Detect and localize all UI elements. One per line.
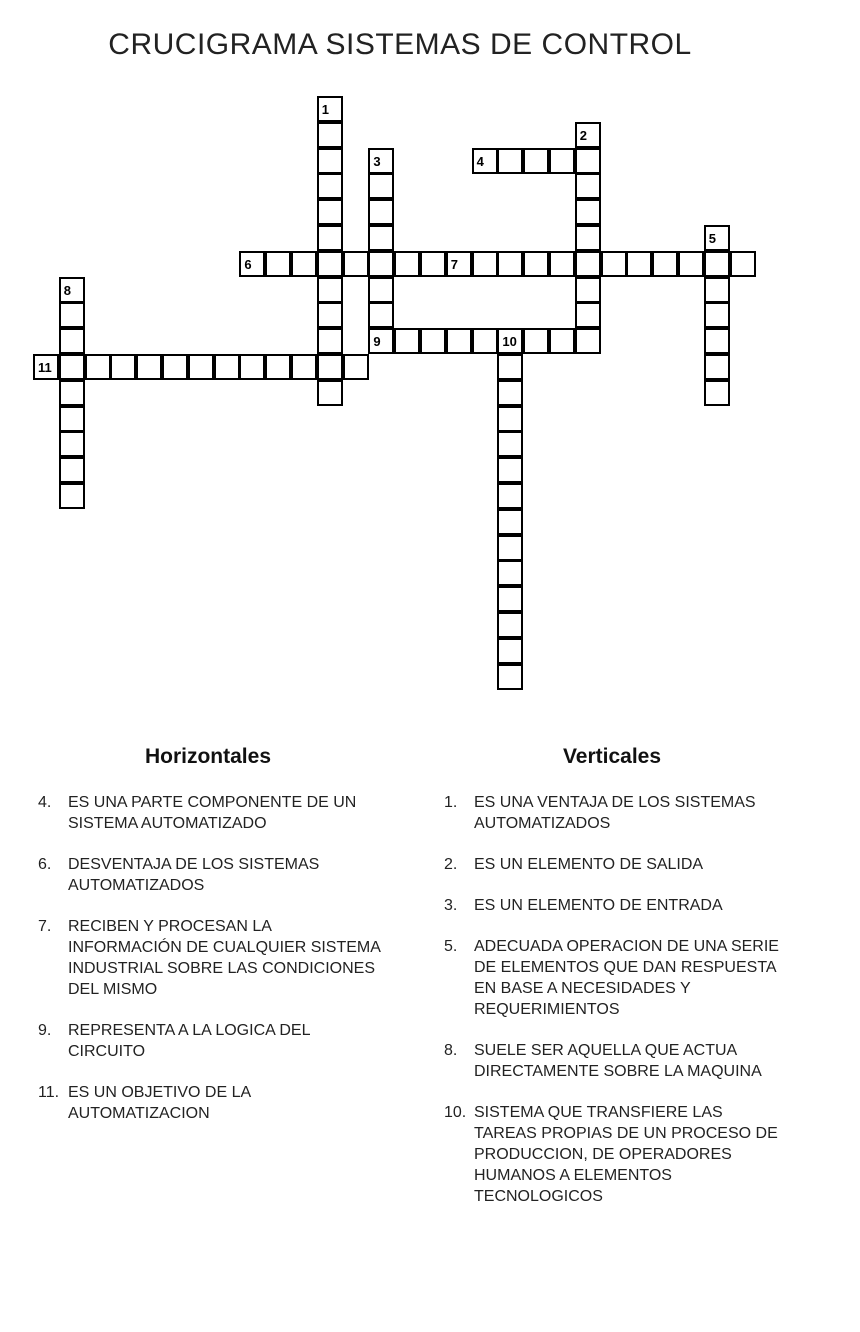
crossword-cell-start-7[interactable] [446,251,472,277]
crossword-cell[interactable] [497,148,523,174]
crossword-cell[interactable] [497,483,523,509]
crossword-cell[interactable] [368,277,394,303]
crossword-cell[interactable] [497,380,523,406]
horizontales-clue-list [38,792,383,1144]
clue-number: 5. [444,938,458,955]
crossword-cell-start-10[interactable] [497,328,523,354]
crossword-cell[interactable] [549,148,575,174]
clue-vertical-10 [444,1102,789,1207]
crossword-cell[interactable] [497,406,523,432]
crossword-cell[interactable] [575,251,601,277]
crossword-cell-start-8[interactable] [59,277,85,303]
crossword-cell[interactable] [188,354,214,380]
crossword-cell-start-4[interactable] [472,148,498,174]
clue-horizontal-7 [38,916,383,1000]
crossword-cell[interactable] [59,302,85,328]
crossword-cell[interactable] [394,251,420,277]
crossword-cell[interactable] [704,302,730,328]
crossword-cell[interactable] [85,354,111,380]
crossword-cell[interactable] [368,173,394,199]
clue-text: SISTEMA QUE TRANSFIERE LAS TAREAS PROPIAS DE UN PROCESO DE PRODUCCION, DE OPERADORES HUMANOS A ELEMENTOS TECNOLOGICOS [474,1104,778,1205]
crossword-cell-start-5[interactable] [704,225,730,251]
clue-vertical-5 [444,936,789,1020]
crossword-cell[interactable] [497,664,523,690]
crossword-cell[interactable] [394,328,420,354]
crossword-cell[interactable] [575,277,601,303]
crossword-cell[interactable] [317,354,343,380]
crossword-cell[interactable] [136,354,162,380]
crossword-cell[interactable] [652,251,678,277]
crossword-cell[interactable] [472,251,498,277]
clue-number-label: 7 [450,256,459,272]
clue-vertical-8 [444,1040,789,1082]
crossword-cell[interactable] [317,302,343,328]
crossword-cell[interactable] [368,302,394,328]
crossword-cell[interactable] [239,354,265,380]
clue-text: DESVENTAJA DE LOS SISTEMAS AUTOMATIZADOS [68,856,320,894]
crossword-cell[interactable] [317,148,343,174]
crossword-cell[interactable] [497,535,523,561]
crossword-cell[interactable] [497,457,523,483]
clue-text: SUELE SER AQUELLA QUE ACTUA DIRECTAMENTE SOBRE LA MAQUINA [474,1042,762,1080]
crossword-cell[interactable] [575,302,601,328]
clue-text: RECIBEN Y PROCESAN LA INFORMACIÓN DE CUALQUIER SISTEMA INDUSTRIAL SOBRE LAS CONDICIONES DEL MISMO [68,918,381,998]
clue-number-label: 9 [373,334,381,350]
clue-number: 8. [444,1042,458,1059]
crossword-cell[interactable] [497,354,523,380]
crossword-cell[interactable] [497,638,523,664]
clue-number: 10. [444,1104,467,1121]
crossword-cell[interactable] [214,354,240,380]
clue-vertical-3 [444,895,789,916]
clue-text: ES UN ELEMENTO DE ENTRADA [474,897,723,914]
clue-number-label: 4 [476,153,484,169]
clue-text: ADECUADA OPERACION DE UNA SERIE DE ELEMENTOS QUE DAN RESPUESTA EN BASE A NECESIDADES Y REQUERIMIENTOS [474,938,779,1018]
crossword-cell[interactable] [497,612,523,638]
clue-number: 4. [38,794,52,811]
clue-horizontal-11 [38,1082,383,1124]
crossword-cell[interactable] [343,354,369,380]
clue-text: ES UNA PARTE COMPONENTE DE UN SISTEMA AUTOMATIZADO [68,794,357,832]
crossword-cell[interactable] [317,328,343,354]
crossword-cell[interactable] [420,328,446,354]
crossword-cell[interactable] [575,148,601,174]
crossword-cell[interactable] [317,225,343,251]
crossword-cell[interactable] [523,328,549,354]
crossword-cell[interactable] [704,277,730,303]
clue-number: 6. [38,856,52,873]
crossword-cell[interactable] [523,148,549,174]
crossword-cell-start-11[interactable] [33,354,59,380]
crossword-cell[interactable] [317,199,343,225]
crossword-cell[interactable] [497,431,523,457]
crossword-cell[interactable] [368,251,394,277]
crossword-cell[interactable] [549,328,575,354]
crossword-cell[interactable] [704,380,730,406]
horizontales-heading: Horizontales [144,745,272,768]
crossword-cell[interactable] [59,380,85,406]
crossword-cell[interactable] [472,328,498,354]
crossword-cell-start-2[interactable] [575,122,601,148]
crossword-cell[interactable] [704,354,730,380]
crossword-cell[interactable] [59,431,85,457]
clue-horizontal-4 [38,792,383,834]
clue-text: ES UNA VENTAJA DE LOS SISTEMAS AUTOMATIZADOS [474,794,756,832]
crossword-cell[interactable] [497,586,523,612]
crossword-cell[interactable] [59,328,85,354]
crossword-cell-start-3[interactable] [368,148,394,174]
crossword-cell[interactable] [549,251,575,277]
crossword-cell[interactable] [626,251,652,277]
clue-number: 3. [444,897,458,914]
verticales-clue-list [444,792,789,1227]
crossword-cell-start-1[interactable] [317,96,343,122]
clue-number-label: 10 [502,334,517,350]
crossword-cell[interactable] [59,483,85,509]
crossword-cell-start-9[interactable] [368,328,394,354]
crossword-cell[interactable] [575,199,601,225]
crossword-cell[interactable] [678,251,704,277]
verticales-heading: Verticales [562,745,662,768]
crossword-cell[interactable] [265,251,291,277]
clue-number-label: 2 [579,127,588,143]
crossword-cell[interactable] [317,251,343,277]
crossword-cell[interactable] [575,173,601,199]
page-title: CRUCIGRAMA SISTEMAS DE CONTROL [108,28,692,61]
crossword-cell[interactable] [343,251,369,277]
crossword-cell[interactable] [575,328,601,354]
clue-horizontal-6 [38,854,383,896]
clue-vertical-2 [444,854,789,875]
clue-number: 9. [38,1022,52,1039]
clue-number: 1. [444,794,458,811]
clue-vertical-1 [444,792,789,834]
clue-number-label: 6 [244,256,252,272]
clue-number: 2. [444,856,458,873]
clue-number-label: 5 [708,231,717,246]
crossword-cell[interactable] [291,251,317,277]
crossword-cell[interactable] [420,251,446,277]
crossword-cell[interactable] [317,380,343,406]
clue-number-label: 8 [63,282,72,298]
clue-text: ES UN ELEMENTO DE SALIDA [474,856,704,873]
clue-number-label: 3 [373,153,381,169]
crossword-cell[interactable] [317,173,343,199]
crossword-cell[interactable] [704,251,730,277]
crossword-cell[interactable] [575,225,601,251]
clue-number-label: 11 [38,360,52,375]
crossword-cell[interactable] [291,354,317,380]
clue-number: 7. [38,918,52,935]
crossword-cell[interactable] [317,277,343,303]
crossword-cell[interactable] [368,199,394,225]
crossword-cell[interactable] [601,251,627,277]
clue-text: ES UN OBJETIVO DE LA AUTOMATIZACION [68,1084,251,1122]
crossword-cell[interactable] [368,225,394,251]
crossword-cell[interactable] [446,328,472,354]
crossword-cell[interactable] [59,406,85,432]
crossword-cell[interactable] [59,354,85,380]
crossword-cell[interactable] [59,457,85,483]
crossword-cell[interactable] [162,354,188,380]
crossword-cell[interactable] [497,560,523,586]
clue-number-label: 1 [321,102,330,117]
clue-number: 11. [38,1084,60,1101]
crossword-cell[interactable] [497,509,523,535]
crossword-cell[interactable] [497,251,523,277]
crossword-cell[interactable] [110,354,136,380]
crossword-cell[interactable] [730,251,756,277]
crossword-cell[interactable] [523,251,549,277]
crossword-cell[interactable] [317,122,343,148]
clue-text: REPRESENTA A LA LOGICA DEL CIRCUITO [68,1022,310,1060]
crossword-cell-start-6[interactable] [239,251,265,277]
clue-horizontal-9 [38,1020,383,1062]
crossword-cell[interactable] [265,354,291,380]
crossword-cell[interactable] [704,328,730,354]
